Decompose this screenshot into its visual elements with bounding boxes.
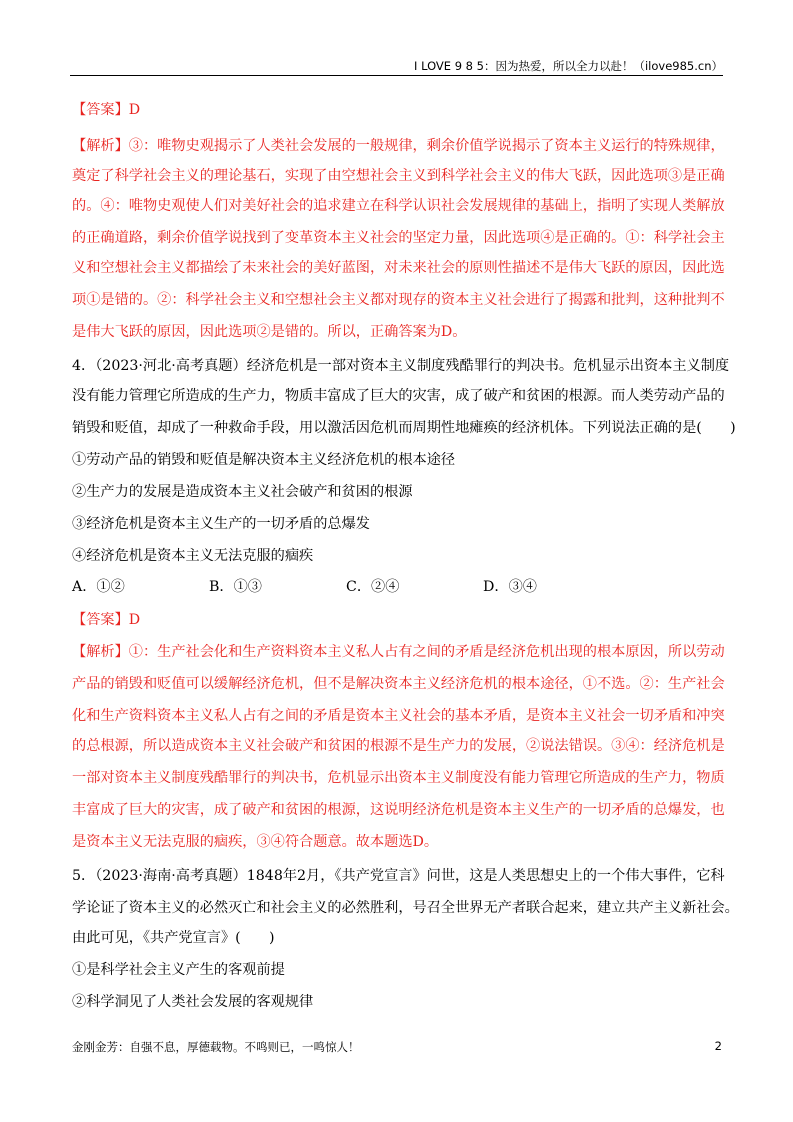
q5-stem-line: 5．（2023·海南·高考真题）1848年2月，《共产党宣言》问世，这是人类思想史上的一个伟大事件，它科 [72,868,725,884]
q4-answer: 【答案】D [72,612,141,628]
q4-stem-line: 4．（2023·河北·高考真题）经济危机是一部对资本主义制度残酷罪行的判决书。危机显示出资本主义制度 [72,358,730,374]
q5-statement: ①是科学社会主义产生的客观前提 [72,962,285,978]
q4-stem-line: 没有能力管理它所造成的生产力，物质丰富成了巨大的灾害，成了破产和贫困的根源。而人类劳动产品的 [72,388,725,404]
q4-statement: ①劳动产品的销毁和贬值是解决资本主义经济危机的根本途径 [72,452,456,468]
q5-stem-line: 学论证了资本主义的必然灭亡和社会主义的必然胜利，号召全世界无产者联合起来，建立共产主义新社会。 [72,900,739,916]
q4-analysis-line: 是资本主义无法克服的痼疾，③④符合题意。故本题选D。 [72,834,439,850]
q3-analysis-line: 义和空想社会主义都描绘了未来社会的美好蓝图，对未来社会的原则性描述不是伟大飞跃的原因，因此选 [72,260,725,276]
q4-analysis-line: 产品的销毁和贬值可以缓解经济危机，但不是解决资本主义经济危机的根本途径，①不选。②：生产社会 [72,676,725,692]
footer-motto: 金刚金芳：自强不息，厚德载物。不鸣则已，一鸣惊人！ [72,1040,360,1054]
q5-stem-line: 由此可见，《共产党宣言》( ) [72,930,275,946]
q4-option-a: A．①② [72,579,125,595]
q4-options [72,577,537,597]
q4-option-c: C．②④ [346,579,400,595]
q4-analysis-line: 的总根源，所以造成资本主义社会破产和贫困的根源不是生产力的发展，②说法错误。③④：经济危机是 [72,738,725,754]
q4-statement: ③经济危机是资本主义生产的一切矛盾的总爆发 [72,516,370,532]
q5-statement: ②科学洞见了人类社会发展的客观规律 [72,994,314,1010]
q4-statement: ④经济危机是资本主义无法克服的痼疾 [72,548,314,564]
q3-answer: 【答案】D [72,102,141,118]
q3-analysis-line: 项①是错的。②：科学社会主义和空想社会主义都对现存的资本主义社会进行了揭露和批判，这种批判不 [72,292,725,308]
q4-analysis-line: 化和生产资料资本主义私人占有之间的矛盾是资本主义社会的基本矛盾，是资本主义社会一切矛盾和冲突 [72,708,725,724]
q4-analysis-line: 丰富成了巨大的灾害，成了破产和贫困的根源，这说明经济危机是资本主义生产的一切矛盾的总爆发，也 [72,802,725,818]
q4-stem-line: 销毁和贬值，却成了一种救命手段，用以激活因危机而周期性地瘫痪的经济机体。下列说法正确的是( ) [72,420,736,436]
q4-option-d: D．③④ [483,579,537,595]
header-divider [70,75,723,76]
page-header: I LOVE 9 8 5：因为热爱，所以全力以赴！（ilove985.cn） [414,59,723,73]
q4-analysis-line: 一部对资本主义制度残酷罪行的判决书，危机显示出资本主义制度没有能力管理它所造成的生产力，物质 [72,770,725,786]
q4-statement: ②生产力的发展是造成资本主义社会破产和贫困的根源 [72,484,413,500]
page-number: 2 [714,1039,722,1053]
q3-analysis-line: 的正确道路，剩余价值学说找到了变革资本主义社会的坚定力量，因此选项④是正确的。①：科学社会主 [72,230,725,246]
q3-analysis-line: 的。④：唯物史观使人们对美好社会的追求建立在科学认识社会发展规律的基础上，指明了实现人类解放 [72,198,725,214]
q3-analysis-line: 奠定了科学社会主义的理论基石，实现了由空想社会主义到科学社会主义的伟大飞跃，因此选项③是正确 [72,168,725,184]
q3-analysis-line: 是伟大飞跃的原因，因此选项②是错的。所以，正确答案为D。 [72,324,467,340]
q4-analysis-line: 【解析】①：生产社会化和生产资料资本主义私人占有之间的矛盾是经济危机出现的根本原因，所以劳动 [72,644,725,660]
q4-option-b: B．①③ [209,579,262,595]
q3-analysis-line: 【解析】③：唯物史观揭示了人类社会发展的一般规律，剩余价值学说揭示了资本主义运行的特殊规律， [72,138,725,154]
